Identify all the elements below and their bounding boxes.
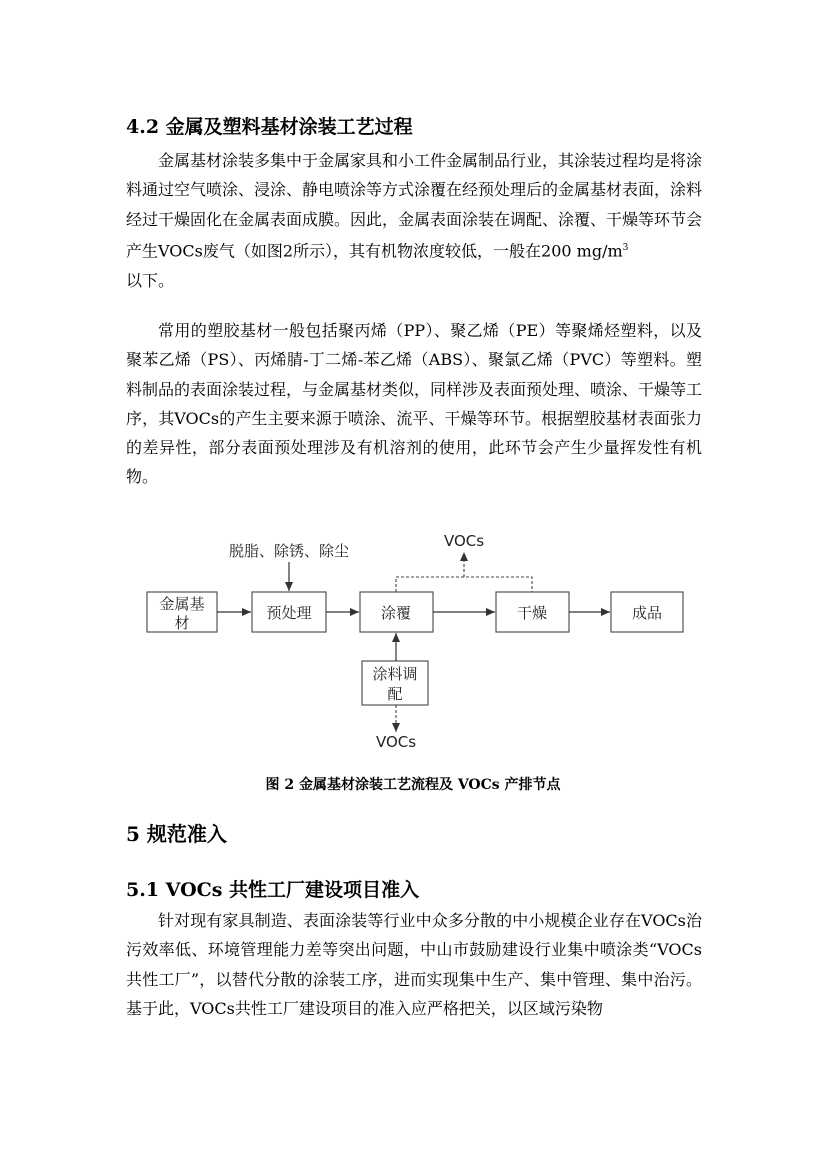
box-product-label: 成品 — [631, 604, 663, 622]
section-heading-4-2: 4.2 金属及塑料基材涂装工艺过程 — [126, 116, 413, 138]
box-coating-mix-label-1: 涂料调 — [372, 665, 418, 683]
process-flow-diagram — [130, 528, 700, 758]
box-drying-label: 干燥 — [516, 604, 548, 622]
box-pretreatment-label: 预处理 — [266, 604, 312, 622]
figure-caption: 图 2 金属基材涂装工艺流程及 VOCs 产排节点 — [265, 777, 561, 793]
paragraph-plastic-coating: 常用的塑胶基材一般包括聚丙烯（PP）、聚乙烯（PE）等聚烯烃塑料，以及聚苯乙烯（PS）、丙烯腈-丁二烯-苯乙烯（ABS）、聚氯乙烯（PVC）等塑料。塑料制品的表面涂装过程，与金属基材类似，同样涉及表面预处理、喷涂、干燥等工序，其VOCs的产生主要来源于喷涂、流平、干燥等环节。根据塑胶基材表面张力的差异性，部分表面预处理涉及有机溶剂的使用，此环节会产生少量挥发性有机物。 — [126, 321, 703, 487]
vocs-top-label: VOCs — [443, 532, 485, 550]
section-heading-5-1: 5.1 VOCs 共性工厂建设项目准入 — [126, 879, 420, 901]
box-coating-mix-label-2: 配 — [387, 685, 403, 703]
vocs-bottom-label: VOCs — [375, 733, 417, 751]
paragraph-metal-coating-text: 金属基材涂装多集中于金属家具和小工件金属制品行业，其涂装过程均是将涂料通过空气喷涂、浸涂、静电喷涂等方式涂覆在经预处理后的金属基材表面，涂料经过干燥固化在金属表面成膜。因此，金属表面涂装在调配、涂覆、干燥等环节会产生VOCs废气（如图2所示），其有机物浓度较低，一般在200 mg/m — [126, 151, 703, 261]
superscript-3: 3 — [622, 242, 629, 253]
box-metal-substrate-label-1: 金属基 — [159, 595, 205, 613]
pretreat-input-label: 脱脂、除锈、除尘 — [228, 542, 350, 560]
section-heading-5: 5 规范准入 — [126, 822, 227, 846]
box-coating-label: 涂覆 — [380, 604, 412, 622]
paragraph-vocs-factory: 针对现有家具制造、表面涂装等行业中众多分散的中小规模企业存在VOCs治污效率低、环境管理能力差等突出问题，中山市鼓励建设行业集中喷涂类“VOCs共性工厂”，以替代分散的涂装工序，进而实现集中生产、集中管理、集中治污。基于此，VOCs共性工厂建设项目的准入应严格把关，以区域污染物 — [126, 911, 702, 1018]
paragraph-metal-coating — [126, 146, 702, 295]
box-metal-substrate-label-2: 材 — [174, 614, 190, 632]
dashed-line-vocs-top — [396, 577, 532, 592]
paragraph-metal-coating-tail: 以下。 — [126, 270, 175, 290]
